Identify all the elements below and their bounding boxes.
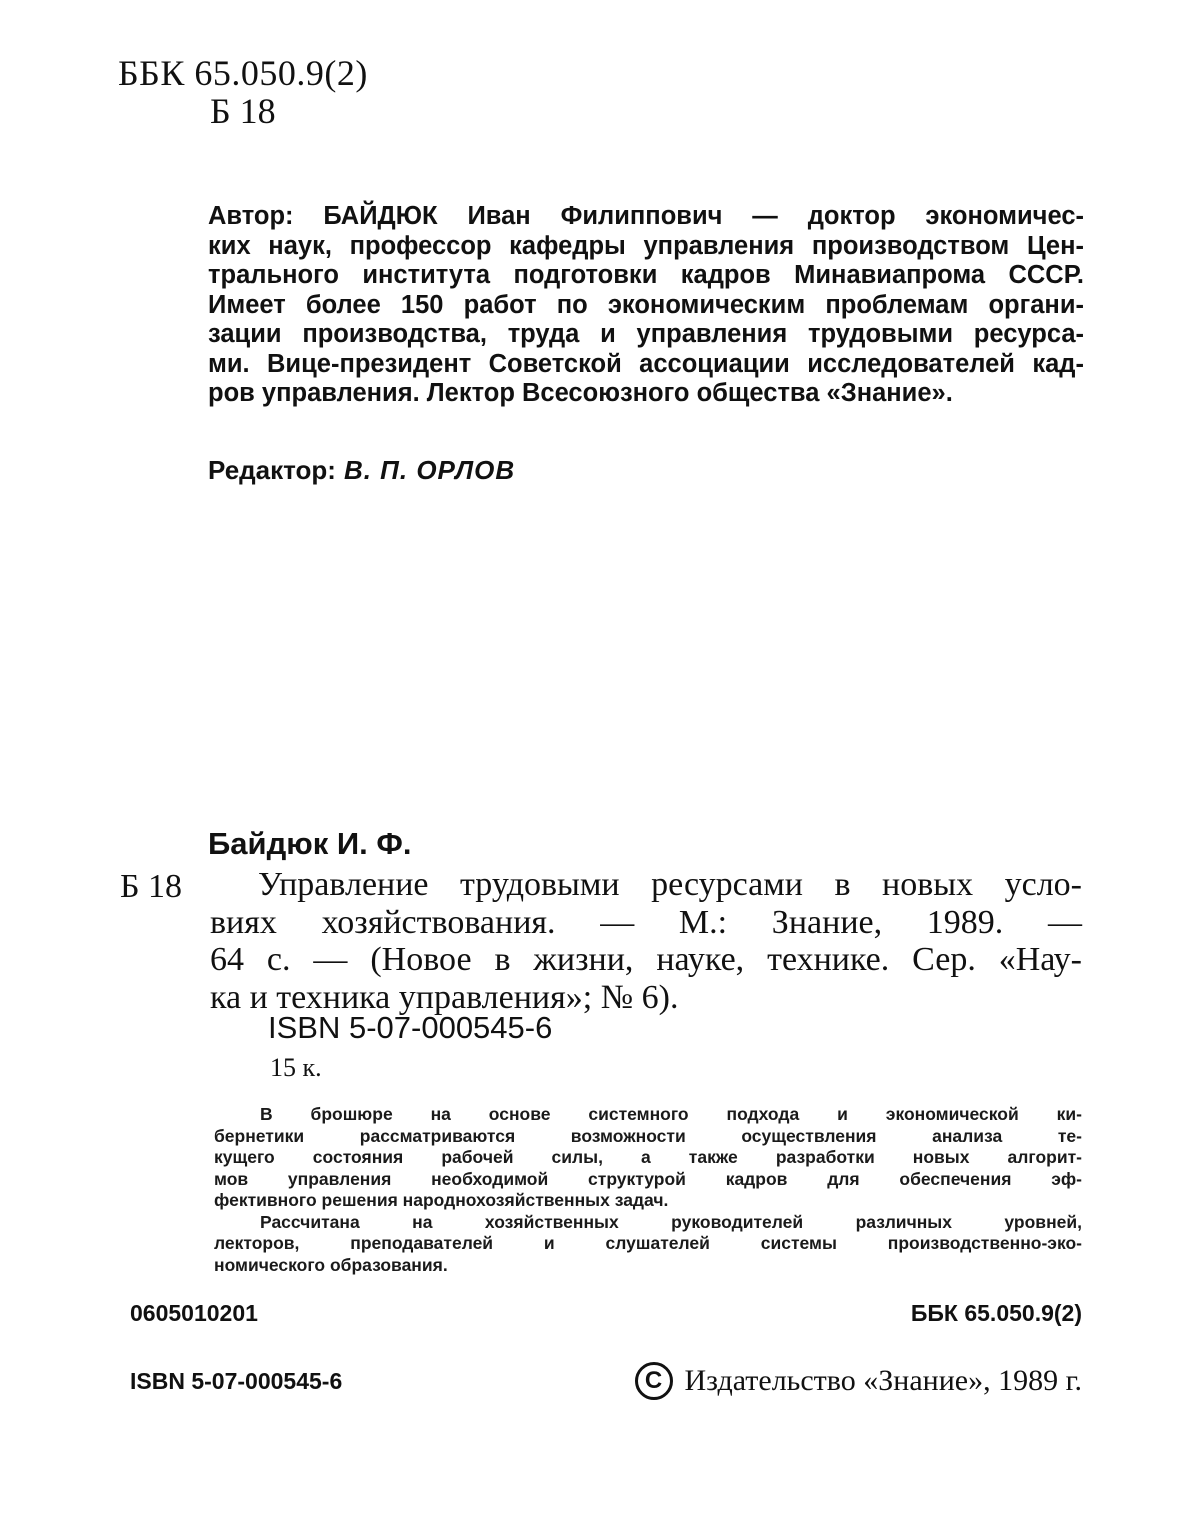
card-author-sign: Б 18 [120,868,183,905]
annotation [214,1104,1082,1276]
annotation-line: фективного решения народнохозяйственных задач. [214,1190,669,1210]
author-note-line: зации производства, труда и управления трудовыми ресурса- [208,320,1084,348]
card-description-line: 64 с. — (Новое в жизни, науке, технике. Сер. «Нау- [210,941,1082,978]
annotation-line: мов управления необходимой структурой кадров для обеспечения эф- [214,1168,1082,1189]
annotation-line: лекторов, преподавателей и слушателей системы производственно-эко- [214,1233,1082,1253]
editor-line [208,455,515,486]
author-note-line: Автор: БАЙДЮК Иван Филиппович — доктор экономичес- [208,202,1084,230]
author-note-line: трального института подготовки кадров Минавиапрома СССР. [208,261,1084,289]
author-note [208,202,1084,409]
annotation-line: В брошюре на основе системного подхода и экономической ки- [260,1104,1082,1124]
copyright-line [635,1362,1083,1400]
author-note-line: ров управления. Лектор Всесоюзного общества «Знание». [208,379,953,407]
card-description-line: Управление трудовыми ресурсами в новых усло- [258,866,1082,903]
publication-index-code: 0605010201 [130,1300,258,1326]
author-note-line: ких наук, профессор кафедры управления производством Цен- [208,231,1084,260]
annotation-line: Рассчитана на хозяйственных руководителей различных уровней, [260,1211,1082,1232]
editor-label: Редактор: [208,455,336,485]
bbk-code-bottom: ББК 65.050.9(2) [910,1300,1082,1326]
isbn-bottom: ISBN 5-07-000545-6 [130,1368,343,1394]
annotation-line: кущего состояния рабочей силы, а также разработки новых алгорит- [214,1147,1082,1167]
annotation-line: бернетики рассматриваются возможности осуществления анализа те- [214,1125,1082,1146]
card-author: Байдюк И. Ф. [208,826,412,861]
annotation-line: номического образования. [214,1254,448,1275]
editor-name: В. П. ОРЛОВ [343,455,516,485]
card-description-line: виях хозяйствования. — М.: Знание, 1989. — [210,903,1082,941]
publisher-name: Издательство «Знание», 1989 г. [684,1364,1082,1397]
card-description [210,866,1082,1016]
author-note-line: Имеет более 150 работ по экономическим проблемам органи- [208,290,1084,319]
copyright-icon: C [635,1362,673,1400]
bbk-code-top: ББК 65.050.9(2) [118,53,368,93]
author-note-line: ми. Вице-президент Советской ассоциации исследователей кад- [208,349,1084,378]
card-description-line: ка и техника управления»; № 6). [210,978,679,1016]
card-isbn: ISBN 5-07-000545-6 [268,1010,553,1045]
author-sign-top: Б 18 [210,91,276,131]
card-price: 15 к. [270,1053,322,1082]
